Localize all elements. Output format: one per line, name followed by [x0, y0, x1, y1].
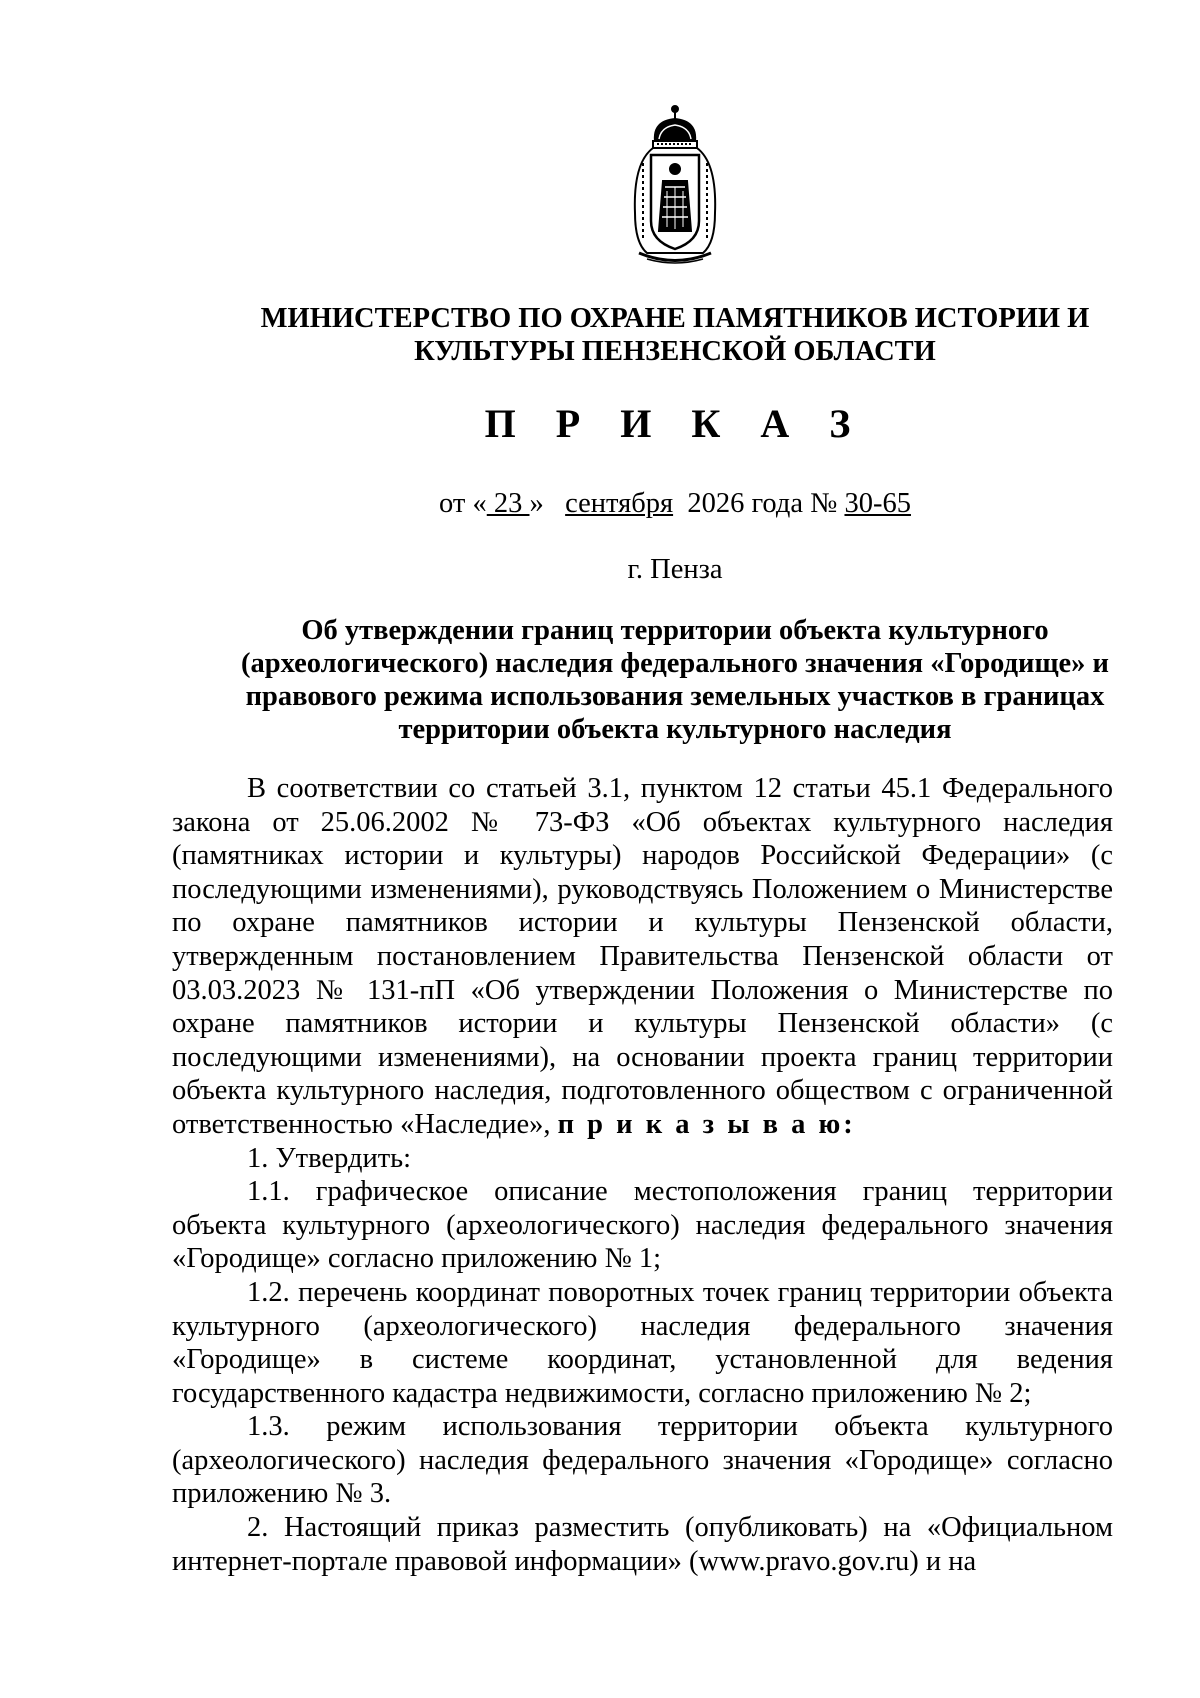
- ministry-line-1: МИНИСТЕРСТВО ПО ОХРАНЕ ПАМЯТНИКОВ ИСТОРИИ И: [260, 303, 1090, 334]
- order-item: 1.1. графическое описание местоположения границ территории объекта культурного (археологического) наследия федерального значения «Городище» согласно приложению № 1;: [172, 1176, 1113, 1275]
- order-item: 1.2. перечень координат поворотных точек границ территории объекта культурного (археологического) наследия федерального значения «Городище» в системе координат, установленной для ведения государственного кадастра недвижимости, согласно приложению № 2;: [172, 1276, 1113, 1409]
- order-number: 30-65: [844, 488, 911, 519]
- date-mid: »: [529, 488, 566, 519]
- coat-of-arms-icon: [629, 103, 721, 268]
- order-title-line: территории объекта культурного наследия: [398, 714, 952, 745]
- date-day: 23: [486, 488, 530, 519]
- ministry-name: [150, 302, 1200, 368]
- order-date-line: [150, 487, 1200, 520]
- date-prefix: от «: [439, 488, 487, 519]
- date-year: 2026 года №: [673, 488, 845, 519]
- order-title-line: правового режима использования земельных участков в границах: [245, 681, 1105, 712]
- city-name: г. Пенза: [627, 554, 723, 585]
- date-month: сентября: [565, 488, 674, 519]
- order-title-line: Об утверждении границ территории объекта культурного: [301, 615, 1049, 646]
- document-type: П Р И К А З: [484, 401, 866, 446]
- ministry-line-2: КУЛЬТУРЫ ПЕНЗЕНСКОЙ ОБЛАСТИ: [414, 336, 936, 367]
- order-title: [150, 614, 1200, 746]
- order-item: 1. Утвердить:: [247, 1142, 412, 1174]
- order-body: [172, 772, 1113, 1578]
- order-item: 1.3. режим использования территории объекта культурного (археологического) наследия федерального значения «Городище» согласно приложению № 3.: [172, 1411, 1113, 1510]
- preamble-text: В соответствии со статьей 3.1, пунктом 12 статьи 45.1 Федерального закона от 25.06.2002 № 73-ФЗ «Об объектах культурного наследия (памятниках истории и культуры) народов Российской Федерации» (с последующими изменениями), руководствуясь Положением о Министерстве по охране памятников истории и культуры Пензенской области, утвержденным постановлением Правительства Пензенской области от 03.03.2023 № 131-пП «Об утверждении Положения о Министерстве по охране памятников истории и культуры Пензенской области» (с последующими изменениями), на основании проекта границ территории объекта культурного наследия, подготовленного обществом с ограниченной ответственностью «Наследие»,: [172, 773, 1113, 1140]
- preamble-paragraph: [172, 772, 1113, 1142]
- order-title-line: (археологического) наследия федерального значения «Городище» и: [241, 648, 1109, 679]
- order-item: 2. Настоящий приказ разместить (опубликовать) на «Официальном интернет-портале правовой информации» (www.pravo.gov.ru) и на: [172, 1512, 1113, 1577]
- order-word: п р и к а з ы в а ю:: [557, 1108, 856, 1140]
